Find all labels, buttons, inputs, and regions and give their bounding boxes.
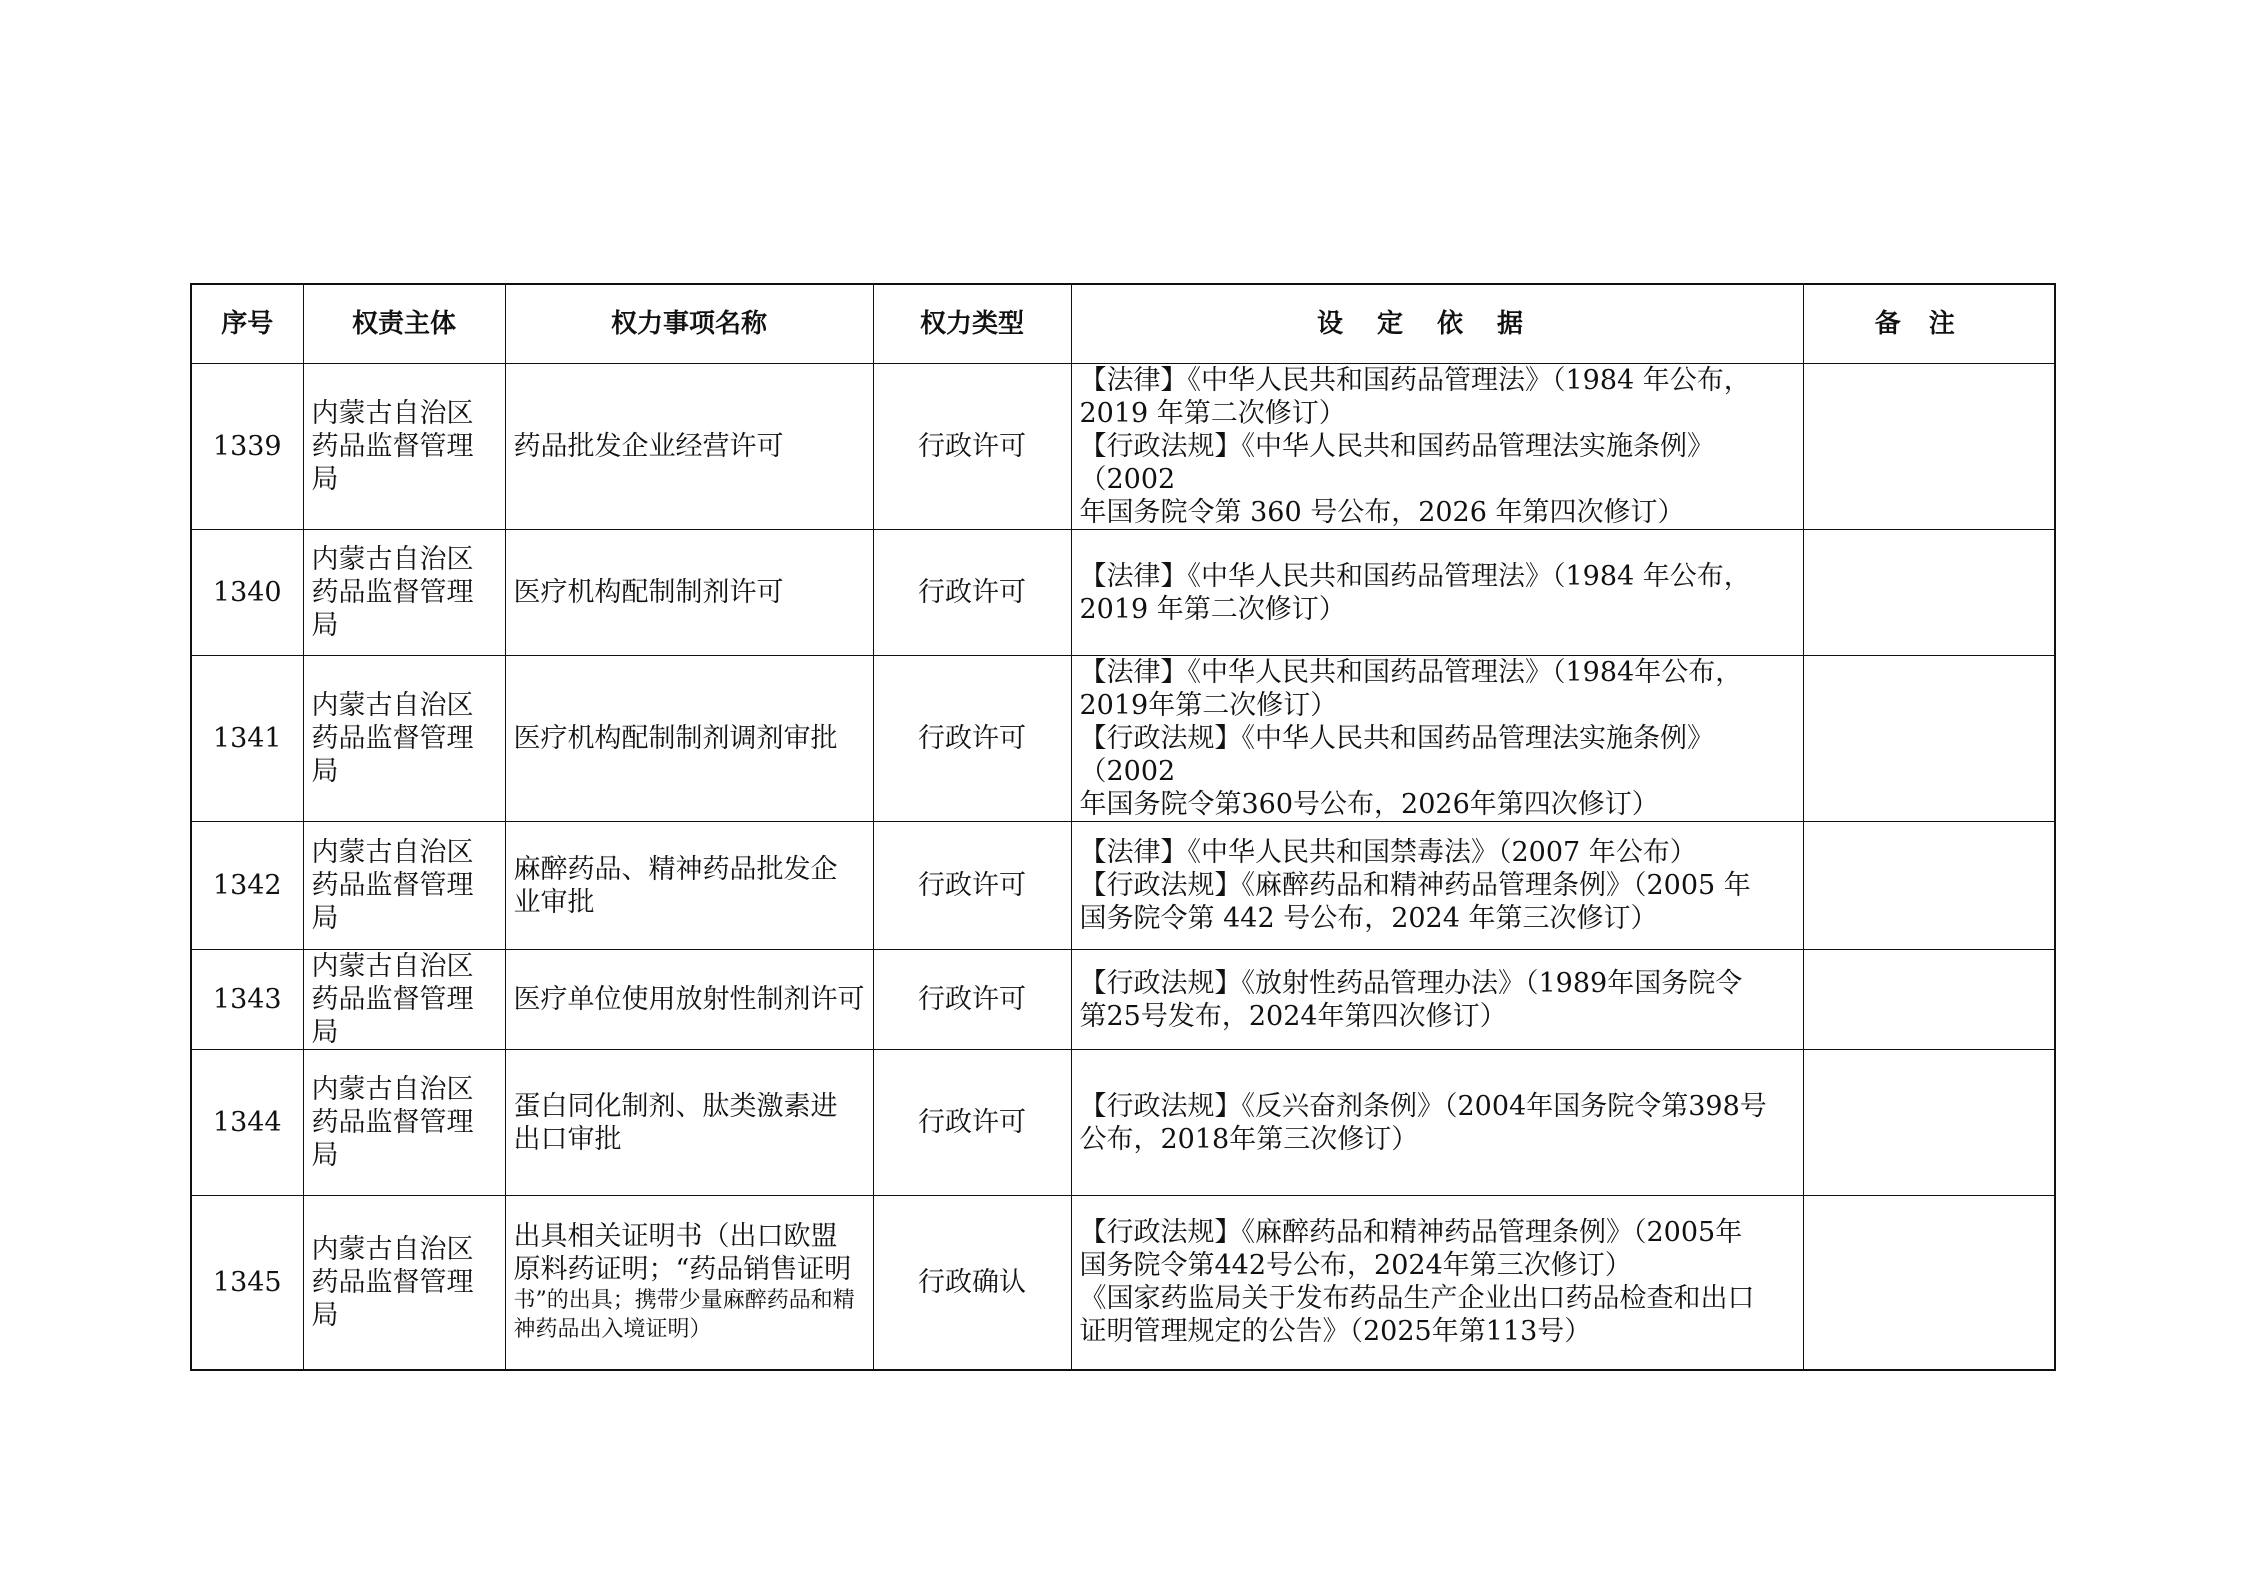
header-subject: 权责主体 bbox=[303, 284, 505, 364]
header-name: 权力事项名称 bbox=[505, 284, 873, 364]
row-name-line: 神药品出入境证明） bbox=[513, 1317, 712, 1343]
row-seq: 1344 bbox=[191, 1050, 303, 1196]
row-basis bbox=[1071, 822, 1803, 950]
header-note: 备注 bbox=[1803, 284, 2055, 364]
row-subject: 内蒙古自治区药品监督管理局 bbox=[303, 656, 505, 822]
row-seq: 1341 bbox=[191, 656, 303, 822]
row-name bbox=[505, 1050, 873, 1196]
row-basis-line: 国务院令第442号公布，2024年第三次修订） bbox=[1079, 1250, 1632, 1282]
row-basis-line: 证明管理规定的公告》（2025年第113号） bbox=[1079, 1316, 1592, 1348]
row-name-line: 出口审批 bbox=[513, 1123, 622, 1155]
header-type: 权力类型 bbox=[873, 284, 1071, 364]
row-note bbox=[1803, 656, 2055, 822]
row-name-line: 医疗机构配制制剂调剂审批 bbox=[513, 723, 838, 754]
row-type: 行政确认 bbox=[873, 1196, 1071, 1370]
row-basis-line: 【法律】《中华人民共和国药品管理法》（1984 年公布， bbox=[1079, 365, 1751, 396]
row-name-line: 药品批发企业经营许可 bbox=[513, 431, 784, 462]
row-name-line: 出具相关证明书（出口欧盟 bbox=[513, 1221, 838, 1253]
row-basis-line: 【行政法规】《放射性药品管理办法》（1989年国务院令 bbox=[1079, 967, 1743, 999]
row-type: 行政许可 bbox=[873, 950, 1071, 1050]
row-basis-line: 第25号发布，2024年第四次修订） bbox=[1079, 1000, 1507, 1032]
row-name-line: 医疗机构配制制剂许可 bbox=[513, 577, 784, 608]
table-row bbox=[191, 950, 2055, 1050]
row-basis-line: 2019年第二次修订） bbox=[1079, 690, 1338, 721]
row-basis-line: 《国家药监局关于发布药品生产企业出口药品检查和出口 bbox=[1079, 1283, 1755, 1315]
row-basis bbox=[1071, 530, 1803, 656]
row-subject: 内蒙古自治区药品监督管理局 bbox=[303, 950, 505, 1050]
power-list-table bbox=[190, 283, 2056, 1371]
row-seq: 1342 bbox=[191, 822, 303, 950]
table-row bbox=[191, 1050, 2055, 1196]
row-type: 行政许可 bbox=[873, 822, 1071, 950]
table-row bbox=[191, 822, 2055, 950]
header-basis: 设定依据 bbox=[1071, 284, 1803, 364]
row-subject: 内蒙古自治区药品监督管理局 bbox=[303, 822, 505, 950]
row-name bbox=[505, 1196, 873, 1370]
row-basis bbox=[1071, 1196, 1803, 1370]
row-basis-line: 公布，2018年第三次修订） bbox=[1079, 1123, 1419, 1155]
row-subject: 内蒙古自治区药品监督管理局 bbox=[303, 1196, 505, 1370]
row-basis-line: 年国务院令第 360 号公布，2026 年第四次修订） bbox=[1079, 497, 1685, 528]
row-name-line: 业审批 bbox=[513, 886, 595, 918]
table-header-row bbox=[191, 284, 2055, 364]
row-basis bbox=[1071, 364, 1803, 530]
row-note bbox=[1803, 1196, 2055, 1370]
table-row bbox=[191, 530, 2055, 656]
row-name bbox=[505, 822, 873, 950]
row-type: 行政许可 bbox=[873, 656, 1071, 822]
row-seq: 1345 bbox=[191, 1196, 303, 1370]
row-name bbox=[505, 530, 873, 656]
row-basis-line: 2019 年第二次修订） bbox=[1079, 398, 1346, 429]
row-seq: 1339 bbox=[191, 364, 303, 530]
row-note bbox=[1803, 530, 2055, 656]
row-name-line: 医疗单位使用放射性制剂许可 bbox=[513, 984, 865, 1015]
row-name bbox=[505, 364, 873, 530]
row-note bbox=[1803, 950, 2055, 1050]
row-note bbox=[1803, 364, 2055, 530]
row-subject: 内蒙古自治区药品监督管理局 bbox=[303, 530, 505, 656]
row-basis-line: 【行政法规】《中华人民共和国药品管理法实施条例》（2002 bbox=[1079, 431, 1714, 495]
row-basis-line: 【行政法规】《麻醉药品和精神药品管理条例》（2005 年 bbox=[1079, 870, 1751, 901]
row-subject: 内蒙古自治区药品监督管理局 bbox=[303, 364, 505, 530]
row-name-line: 蛋白同化制剂、肽类激素进 bbox=[513, 1090, 838, 1122]
row-seq: 1343 bbox=[191, 950, 303, 1050]
row-subject: 内蒙古自治区药品监督管理局 bbox=[303, 1050, 505, 1196]
row-type: 行政许可 bbox=[873, 364, 1071, 530]
row-basis-line: 【行政法规】《麻醉药品和精神药品管理条例》（2005年 bbox=[1079, 1217, 1743, 1249]
row-basis-line: 2019 年第二次修订） bbox=[1079, 593, 1346, 625]
row-note bbox=[1803, 822, 2055, 950]
row-note bbox=[1803, 1050, 2055, 1196]
row-basis bbox=[1071, 656, 1803, 822]
row-basis-line: 【行政法规】《反兴奋剂条例》（2004年国务院令第398号 bbox=[1079, 1090, 1767, 1122]
row-basis bbox=[1071, 1050, 1803, 1196]
row-basis-line: 【行政法规】《中华人民共和国药品管理法实施条例》（2002 bbox=[1079, 723, 1714, 787]
header-seq: 序号 bbox=[191, 284, 303, 364]
row-name-line: 书”的出具；携带少量麻醉药品和精 bbox=[513, 1288, 855, 1314]
row-name bbox=[505, 656, 873, 822]
table-row bbox=[191, 1196, 2055, 1370]
row-basis-line: 年国务院令第360号公布，2026年第四次修订） bbox=[1079, 789, 1659, 820]
row-name bbox=[505, 950, 873, 1050]
row-seq: 1340 bbox=[191, 530, 303, 656]
table-row bbox=[191, 656, 2055, 822]
row-type: 行政许可 bbox=[873, 530, 1071, 656]
row-basis-line: 国务院令第 442 号公布，2024 年第三次修订） bbox=[1079, 903, 1658, 934]
row-basis-line: 【法律】《中华人民共和国禁毒法》（2007 年公布） bbox=[1079, 837, 1697, 868]
row-type: 行政许可 bbox=[873, 1050, 1071, 1196]
row-name-line: 原料药证明；“药品销售证明 bbox=[513, 1254, 852, 1286]
row-name-line: 麻醉药品、精神药品批发企 bbox=[513, 853, 838, 885]
row-basis-line: 【法律】《中华人民共和国药品管理法》（1984年公布， bbox=[1079, 657, 1743, 688]
table-row bbox=[191, 364, 2055, 530]
row-basis bbox=[1071, 950, 1803, 1050]
row-basis-line: 【法律】《中华人民共和国药品管理法》（1984 年公布， bbox=[1079, 560, 1751, 592]
